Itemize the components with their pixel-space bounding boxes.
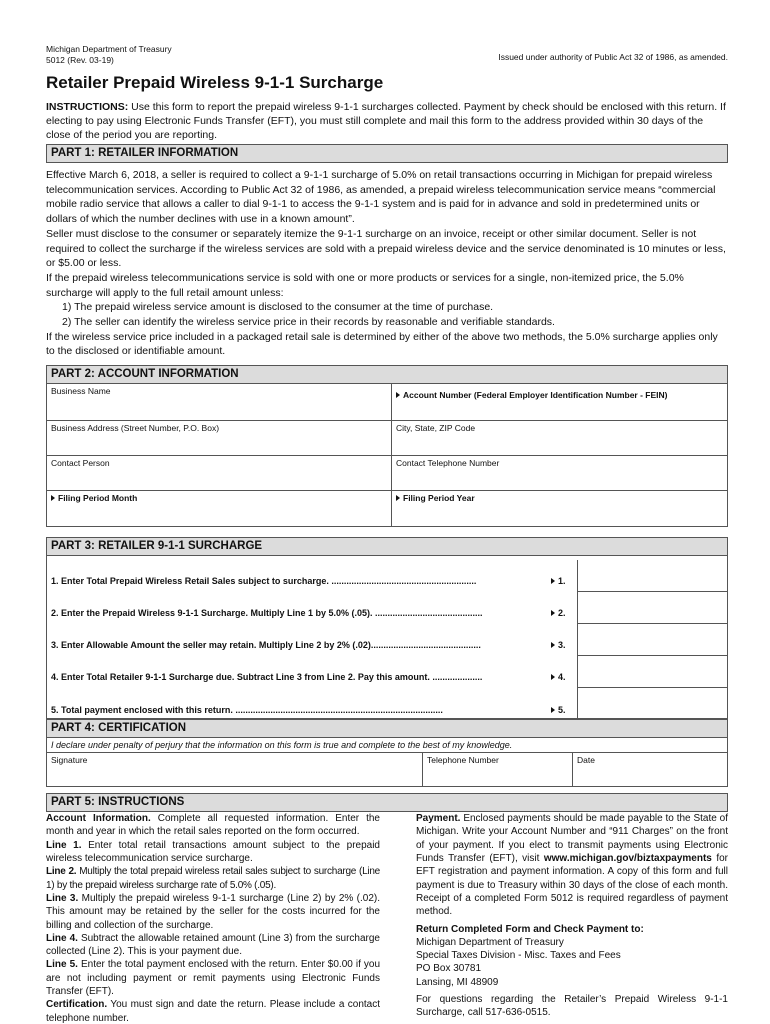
part2-row xyxy=(47,420,727,455)
line-text: 4. Enter Total Retailer 9-1-1 Surcharge due. Subtract Line 3 from Line 2. Pay this amount. .................... xyxy=(51,672,483,683)
part1-paragraph: Seller must disclose to the consumer or separately itemize the 9-1-1 surcharge on an invoice, receipt or other similar document. Seller is not required to collect the surcharge if the wireless services are sold with a prepaid wireless device and the service denominated is 10 minutes or less, or $5.00 or less. xyxy=(46,227,726,270)
instruction-item xyxy=(46,865,380,892)
arrow-right-icon xyxy=(551,578,555,584)
part5-heading: PART 5: INSTRUCTIONS xyxy=(46,793,728,812)
city-state-zip-label: City, State, ZIP Code xyxy=(396,423,476,434)
instruction-text: Subtract the allowable retained amount (Line 3) from the surcharge collected (Line 2). This is your payment due. xyxy=(46,932,380,958)
surcharge-line-5 xyxy=(47,688,727,718)
part1-body xyxy=(46,163,728,359)
part1-list-item: 2) The seller can identify the wireless service price in their records by reasonable and verifiable standards. xyxy=(62,316,555,329)
line-number xyxy=(551,672,577,688)
questions-contact: For questions regarding the Retailer’s Prepaid Wireless 9-1-1 Surcharge, call 517-636-0515. xyxy=(416,994,728,1019)
instruction-text: Multiply the total prepaid wireless retail sales subject to surcharge (Line 1) by the prepaid wireless surcharge rate of 5.0% (.05). xyxy=(46,866,380,891)
instruction-label: Line 1. xyxy=(46,839,82,851)
part2-row xyxy=(47,490,727,526)
part5-body xyxy=(46,812,728,1024)
part4-heading: PART 4: CERTIFICATION xyxy=(47,719,727,738)
instruction-text: You must sign and date the return. Please include a contact telephone number. xyxy=(46,999,380,1024)
certification-declaration: I declare under penalty of perjury that the information on this form is true and complete to the best of my knowledge. xyxy=(51,740,513,751)
account-number-field[interactable] xyxy=(392,384,727,420)
arrow-right-icon xyxy=(396,495,400,501)
line-number xyxy=(551,705,577,718)
date-field[interactable] xyxy=(573,753,727,786)
business-address-label: Business Address (Street Number, P.O. Box) xyxy=(51,423,220,434)
payment-instructions xyxy=(416,812,728,918)
part1-list-item: 1) The prepaid wireless service amount is disclosed to the consumer at the time of purchase. xyxy=(62,301,494,314)
business-address-field[interactable] xyxy=(47,421,392,455)
arrow-right-icon xyxy=(551,707,555,713)
filing-year-label: Filing Period Year xyxy=(403,493,475,504)
instruction-label: Line 5. xyxy=(46,959,78,971)
line-4-amount-input[interactable] xyxy=(577,656,727,688)
instruction-item xyxy=(46,932,380,959)
line-number xyxy=(551,608,577,624)
instruction-text: Enter the total payment enclosed with the return. Enter $0.00 if you are not including payment or remit payments using Electronic Funds Transfer (EFT). xyxy=(46,959,380,997)
instruction-label: Certification. xyxy=(46,999,108,1011)
account-number-label: Account Number (Federal Employer Identification Number - FEIN) xyxy=(403,390,668,401)
instruction-label: Line 4. xyxy=(46,932,78,944)
instruction-label: Line 3. xyxy=(46,892,79,904)
agency-name: Michigan Department of Treasury xyxy=(46,44,172,54)
line-1-amount-input[interactable] xyxy=(577,560,727,592)
instruction-item xyxy=(46,958,380,998)
instruction-item xyxy=(46,998,380,1024)
contact-person-field[interactable] xyxy=(47,456,392,490)
instruction-item xyxy=(46,839,380,866)
authority-note: Issued under authority of Public Act 32 of 1986, as amended. xyxy=(498,52,728,62)
address-line: Special Taxes Division - Misc. Taxes and Fees xyxy=(416,950,621,962)
telephone-label: Telephone Number xyxy=(427,755,499,766)
instruction-item xyxy=(46,812,380,839)
biztaxpayments-link[interactable]: www.michigan.gov/biztaxpayments xyxy=(543,853,712,865)
part4-section xyxy=(46,719,728,787)
arrow-right-icon xyxy=(396,392,400,398)
arrow-right-icon xyxy=(551,674,555,680)
mailing-address xyxy=(416,936,728,989)
surcharge-line-2 xyxy=(47,592,727,624)
return-heading-label: Return Completed Form and Check Payment to: xyxy=(416,923,644,935)
line-number-label: 4. xyxy=(558,672,566,683)
part4-row xyxy=(47,752,727,786)
address-line: PO Box 30781 xyxy=(416,963,482,975)
instructions-label: INSTRUCTIONS: xyxy=(46,101,129,113)
part3-heading: PART 3: RETAILER 9-1-1 SURCHARGE xyxy=(47,538,727,556)
form-page xyxy=(46,44,728,1024)
filing-month-label: Filing Period Month xyxy=(58,493,138,504)
line-number-label: 1. xyxy=(558,576,566,587)
form-title: Retailer Prepaid Wireless 9-1-1 Surcharge xyxy=(46,73,384,92)
instruction-label: Account Information. xyxy=(46,813,151,825)
part5-left-column xyxy=(46,812,380,1024)
part1-heading: PART 1: RETAILER INFORMATION xyxy=(46,144,728,163)
address-line: Lansing, MI 48909 xyxy=(416,976,499,988)
instruction-text: Complete all requested information. Enter the month and year in which the retail sales reported on the form occurred. xyxy=(46,813,380,838)
line-text: 1. Enter Total Prepaid Wireless Retail Sales subject to surcharge. .......................................................... xyxy=(51,576,477,587)
form-instructions xyxy=(46,100,728,142)
instruction-item xyxy=(46,892,380,932)
line-5-amount-input[interactable] xyxy=(577,688,727,718)
line-text: 2. Enter the Prepaid Wireless 9-1-1 Surcharge. Multiply Line 1 by 5.0% (.05). ........................................... xyxy=(51,608,483,619)
filing-month-field[interactable] xyxy=(47,491,392,526)
signature-label: Signature xyxy=(51,755,88,766)
instruction-text: Multiply the prepaid wireless 9-1-1 surcharge (Line 2) by 2% (.02). This amount may be retained by the seller for the costs incurred for the billing and collection of the surcharge. xyxy=(46,892,380,931)
address-line: Michigan Department of Treasury xyxy=(416,936,564,948)
surcharge-line-4 xyxy=(47,656,727,688)
line-number xyxy=(551,640,577,656)
part1-paragraph: If the wireless service price included in a packaged retail sale is determined by either of the above two methods, the 5.0% surcharge applies only to the disclosed or identifiable amount. xyxy=(46,330,718,358)
line-text: 5. Total payment enclosed with this return. ................................................................................... xyxy=(51,705,443,716)
line-number xyxy=(551,576,577,592)
payment-text: Enclosed payments should be made payable to the State of Michigan. Write your Account Number and “911 Charges” on the front of your payment. If you elect to transmit payments using Electronic Funds Transfer (EFT), visit xyxy=(416,813,728,865)
surcharge-line-1 xyxy=(47,560,727,592)
line-number-label: 5. xyxy=(558,705,566,716)
part5-right-column xyxy=(416,812,728,1024)
line-2-amount-input[interactable] xyxy=(577,592,727,624)
part2-row xyxy=(47,384,727,420)
instruction-text: Enter total retail transactions amount subject to the prepaid wireless telecommunication service surcharge. xyxy=(46,839,380,865)
part1-paragraph: If the prepaid wireless telecommunications service is sold with one or more products or services for a single, non-itemized price, the 5.0% surcharge will apply to the full retail amount unless: xyxy=(46,271,684,299)
line-number-label: 3. xyxy=(558,640,566,651)
part2-row xyxy=(47,455,727,490)
line-3-amount-input[interactable] xyxy=(577,624,727,656)
form-header xyxy=(46,44,728,66)
part2-heading: PART 2: ACCOUNT INFORMATION xyxy=(47,366,727,384)
business-name-field[interactable] xyxy=(47,384,392,420)
instructions-text: Use this form to report the prepaid wireless 9-1-1 surcharges collected. Payment by check should be enclosed with this return. If electing to pay using Electronic Funds Transfer (EFT), you must still complete and mail this form to the address provided within 30 days of the close of the period you are reporting. xyxy=(46,101,726,141)
telephone-field[interactable] xyxy=(423,753,573,786)
contact-person-label: Contact Person xyxy=(51,458,110,469)
line-number-label: 2. xyxy=(558,608,566,619)
payment-label: Payment. xyxy=(416,813,461,825)
date-label: Date xyxy=(577,755,595,766)
instruction-label: Line 2. xyxy=(46,866,77,878)
return-heading xyxy=(416,923,728,936)
payment-text: for EFT registration and payment information. A copy of this form and full payment is due to Treasury within 30 days of the close of each month. Receipt of a completed Form 5012 is required regardless of payment method. xyxy=(416,853,728,918)
signature-field[interactable] xyxy=(47,753,423,786)
contact-phone-label: Contact Telephone Number xyxy=(396,458,500,469)
city-state-zip-field[interactable] xyxy=(392,421,727,455)
part2-section xyxy=(46,365,728,527)
arrow-right-icon xyxy=(51,495,55,501)
arrow-right-icon xyxy=(551,642,555,648)
arrow-right-icon xyxy=(551,610,555,616)
surcharge-line-3 xyxy=(47,624,727,656)
filing-year-field[interactable] xyxy=(392,491,727,526)
line-text: 3. Enter Allowable Amount the seller may retain. Multiply Line 2 by 2% (.02)............................................ xyxy=(51,640,481,651)
part1-paragraph: Effective March 6, 2018, a seller is required to collect a 9-1-1 surcharge of 5.0% on retail transactions occurring in Michigan for prepaid wireless telecommunication services. According to Public Act 32 of 1986, as amended, a prepaid wireless telecommunication service means “commercial mobile radio service that allows a caller to dial 9-1-1 to access the 9-1-1 system and is paid for in advance and sold in predetermined units or dollars of which the number declines with use in a known amount”. xyxy=(46,169,716,226)
form-number: 5012 (Rev. 03-19) xyxy=(46,55,114,65)
contact-phone-field[interactable] xyxy=(392,456,727,490)
business-name-label: Business Name xyxy=(51,386,111,397)
part3-section xyxy=(46,537,728,719)
